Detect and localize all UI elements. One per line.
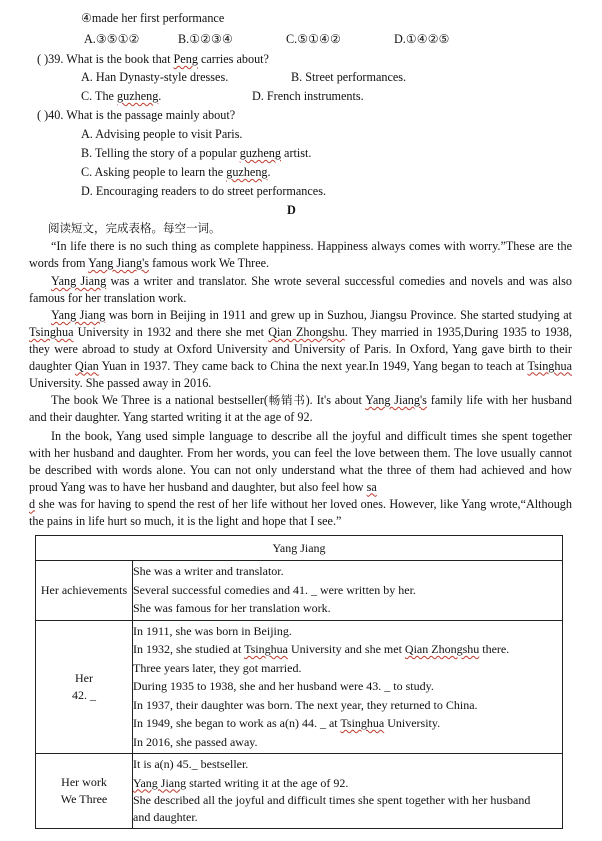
table-line: Yang Jiang started writing it at the age of 92. [133, 775, 349, 790]
table-row-work [36, 754, 563, 829]
passage-paragraph-1: “In life there is no such thing as complete happiness. Happiness always comes with worry.”These are the words from Yang Jiang's famous work We Three. [29, 239, 572, 270]
row-label-achievements: Her achievements [36, 561, 133, 621]
row-content-achievements [133, 561, 563, 621]
table-line: and daughter. [133, 810, 198, 824]
table-line: In 2016, she passed away. [133, 734, 258, 749]
table-line: She was a writer and translator. [133, 564, 284, 578]
row-content-work [133, 754, 563, 829]
table-line: She described all the joyful and difficult times she spent together with her husband [133, 793, 531, 807]
q38-choice-d: D.①④②⑤ [394, 32, 450, 46]
q39-stem: ( )39. What is the book that Peng carries about? [37, 52, 269, 66]
row-label-line: We Three [60, 792, 108, 806]
q39-option-c: C. The guzheng. [81, 89, 162, 103]
table-line: Several successful comedies and 41. _ were written by her. [133, 582, 416, 597]
table-line: It is a(n) 45._ bestseller. [133, 757, 249, 771]
row-label-life [36, 620, 133, 754]
table-title: Yang Jiang [36, 536, 563, 561]
row-label-line: Her [75, 670, 93, 685]
passage-paragraph-3: Yang Jiang was born in Beijing in 1911 and grew up in Suzhou, Jiangsu Province. She started studying at Tsinghua University in 1932 and there she met Qian Zhongshu. They married in 1935,During 1935 to 1938, they were abroad to study at Oxford University and University of Paris. In Oxford, Yang gave birth to their daughter Qian Yuan in 1937. They came back to China the next year.In 1949, Yang began to teach at Tsinghua University. She passed away in 2016. [29, 308, 573, 390]
row-content-life [133, 620, 563, 754]
q38-choice-a: A.③⑤①② [84, 32, 140, 46]
section-instruction: 阅读短文，完成表格。每空一词。 [48, 221, 221, 235]
table-line: During 1935 to 1938, she and her husband were 43. _ to study. [133, 679, 434, 693]
table-line: She was famous for her translation work. [133, 601, 331, 615]
table-line: Three years later, they got married. [133, 660, 302, 675]
row-label-line: 42. _ [72, 687, 96, 702]
row-label-work [36, 754, 133, 829]
table-header-row [36, 536, 563, 561]
section-letter: D [287, 203, 296, 217]
table-line: In 1911, she was born in Beijing. [133, 623, 292, 638]
table-line: In 1949, she began to work as a(n) 44. _ at Tsinghua University. [133, 716, 441, 730]
q40-option-d: D. Encouraging readers to do street performances. [81, 184, 327, 198]
q40-option-a: A. Advising people to visit Paris. [81, 127, 243, 141]
q40-stem: ( )40. What is the passage mainly about? [37, 108, 236, 122]
q39-option-a: A. Han Dynasty-style dresses. [81, 70, 229, 84]
passage-paragraph-5: In the book, Yang used simple language to describe all the joyful and difficult times she spent together with her husband and daughter. From her words, you can feel the love between them. The love usually cannot be described with words alone. You can not only understand what the three of them had achieved and how proud Yang was to have her husband and daughter, but also feel how sa d she was for having to spend the rest of her life without her loved ones. However, like Yang wrote,“Although the pains in life hurt so much, it is the light and hope that I see.” [29, 429, 572, 528]
passage-paragraph-2: Yang Jiang was a writer and translator. She wrote several successful comedies and novels and was also famous for her translation work. [29, 274, 572, 305]
q39-option-d: D. French instruments. [252, 89, 364, 103]
row-label-line: Her work [61, 775, 107, 789]
q39-option-b: B. Street performances. [291, 70, 407, 84]
table-line: In 1932, she studied at Tsinghua University and she met Qian Zhongshu there. [133, 642, 510, 656]
table-row-achievements [36, 561, 563, 621]
table-row-life [36, 620, 563, 754]
q38-choice-b: B.①②③④ [178, 32, 233, 46]
yang-jiang-table [35, 535, 563, 829]
table-line: In 1937, their daughter was born. The next year, they returned to China. [133, 697, 478, 712]
q38-choice-c: C.⑤①④② [286, 32, 341, 46]
q40-option-c: C. Asking people to learn the guzheng. [81, 165, 271, 179]
q38-option-4: ④made her first performance [81, 11, 225, 25]
q40-option-b: B. Telling the story of a popular guzheng artist. [81, 146, 312, 160]
passage-paragraph-4: The book We Three is a national bestseller(畅销书). It's about Yang Jiang's family life with her husband and their daughter. Yang started writing it at the age of 92. [29, 393, 573, 424]
